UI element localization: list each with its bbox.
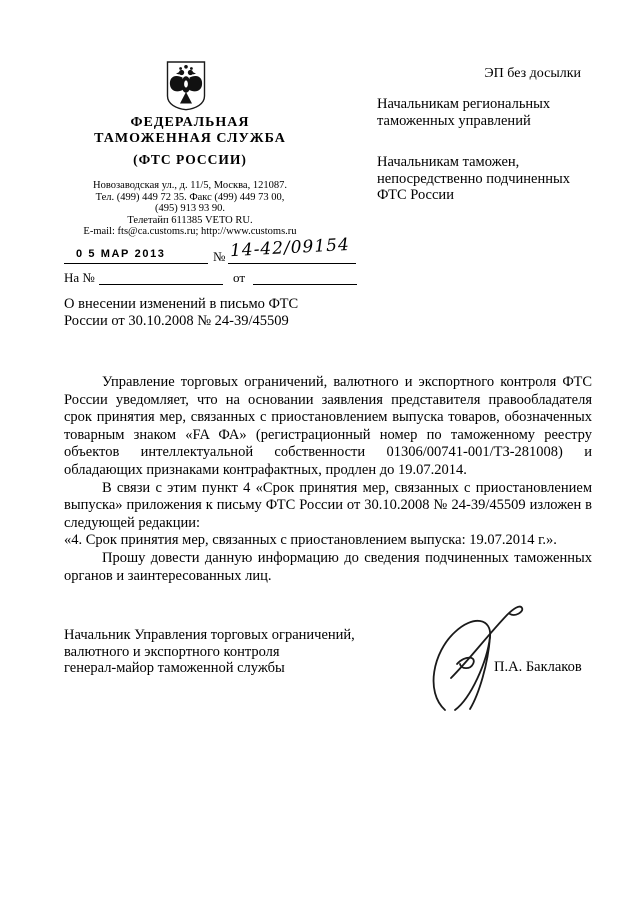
body-paragraph-3: Прошу довести данную информацию до сведения подчиненных таможенных органов и заинтересованных лиц.	[64, 549, 592, 584]
addressee2-line3: ФТС России	[377, 187, 454, 203]
incoming-number-label: На №	[64, 270, 95, 285]
email-line: E-mail: fts@ca.customs.ru; http://www.customs.ru	[83, 226, 297, 238]
addressee1-line2: таможенных управлений	[377, 112, 531, 129]
number-sign: №	[213, 249, 226, 264]
handwritten-signature	[425, 602, 543, 714]
coat-of-arms-icon	[166, 60, 206, 111]
subject-block	[64, 296, 394, 330]
addressee1-line1: Начальникам региональных	[377, 96, 551, 112]
number-underline	[228, 263, 356, 264]
addressee-block-1	[377, 96, 597, 129]
incoming-number-underline	[99, 284, 223, 285]
phone-line: Тел. (499) 449 72 35. Факс (499) 449 73 00,	[95, 191, 285, 203]
phone-line2: (495) 913 93 90.	[155, 203, 225, 215]
org-name-line2: ТАМОЖЕННАЯ СЛУЖБА	[94, 131, 286, 146]
delivery-note: ЭП без досылки	[484, 66, 581, 81]
body-paragraph-2: В связи с этим пункт 4 «Срок принятия мер, связанных с приостановлением выпуска» приложения к письму ФТС России от 30.10.2008 № 24-39/45509 изложен в следующей редакции:	[64, 479, 592, 531]
incoming-date-label: от	[233, 270, 246, 285]
signer-name: П.А. Баклаков	[494, 659, 582, 675]
body-quote: «4. Срок принятия мер, связанных с приостановлением выпуска: 19.07.2014 г.».	[64, 532, 557, 549]
org-short-name: (ФТС РОССИИ)	[133, 152, 247, 167]
incoming-date-underline	[253, 284, 357, 285]
addressee2-line1: Начальникам таможен,	[377, 154, 520, 170]
letter-body	[64, 374, 592, 585]
signer-title-line3: генерал-майор таможенной службы	[64, 660, 285, 676]
address-line: Новозаводская ул., д. 11/5, Москва, 121087.	[93, 180, 287, 191]
addressee2-line2: непосредственно подчиненных	[377, 170, 570, 187]
subject-line1: О внесении изменений в письмо ФТС	[64, 296, 299, 312]
date-underline	[64, 263, 208, 264]
outgoing-number-handwritten: 14-42/09154	[229, 234, 351, 262]
teletype-line: Телетайп 611385 VETO RU.	[127, 214, 253, 226]
signer-title-line2: валютного и экспортного контроля	[64, 643, 280, 660]
letterhead	[58, 115, 322, 168]
signer-title-block	[64, 627, 404, 677]
org-address-block	[58, 180, 322, 238]
org-name-line1: ФЕДЕРАЛЬНАЯ	[130, 115, 250, 130]
body-paragraph-1: Управление торговых ограничений, валютного и экспортного контроля ФТС России уведомляет, что на основании заявления представителя правообладателя срок принятия мер, связанных с приостановлением выпуска товаров, обозначенных товарным знаком «FA ФА» (регистрационный номер по таможенному реестру объектов интеллектуальной собственности 01306/00741-001/ТЗ-281008) и обладающих признаками контрафактных, продлен до 19.07.2014.	[64, 374, 592, 478]
signer-title-line1: Начальник Управления торговых ограничений,	[64, 627, 355, 643]
date-stamp: 0 5 МАР 2013	[76, 248, 166, 260]
subject-line2: России от 30.10.2008 № 24-39/45509	[64, 313, 289, 329]
addressee-block-2	[377, 154, 597, 204]
